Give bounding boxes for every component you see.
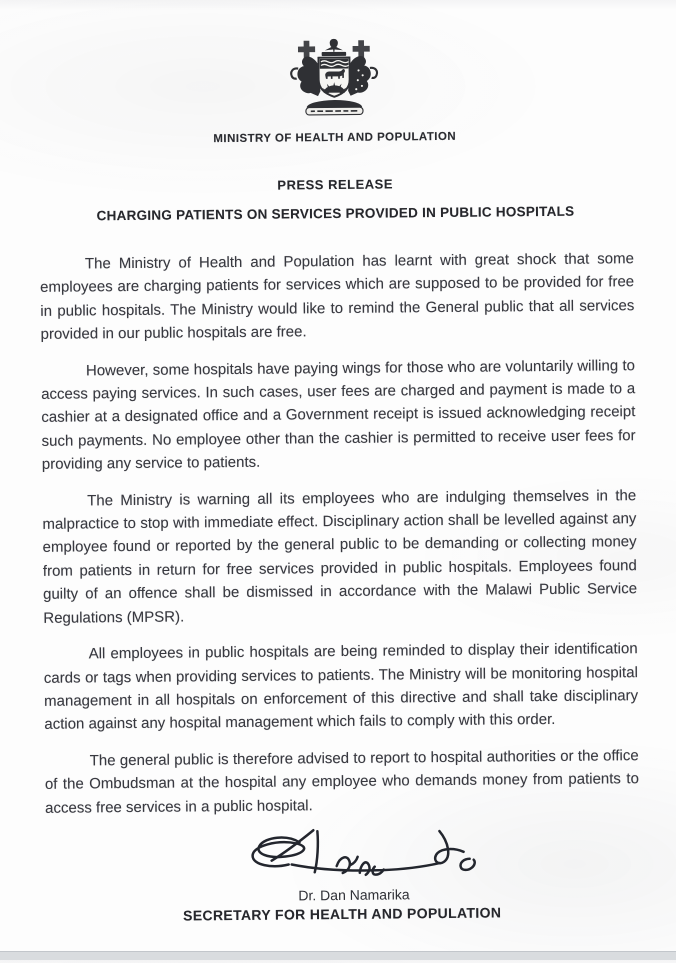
signatory-title: SECRETARY FOR HEALTH AND POPULATION	[183, 904, 502, 924]
paragraph-1: The Ministry of Health and Population has learnt with great shock that some employees are charging patients for services which are supposed to be provided for free in public hospitals. The Ministry would like to remind the General public that all services provided in our public hospitals are free.	[40, 250, 635, 344]
document-title: CHARGING PATIENTS ON SERVICES PROVIDED IN PUBLIC HOSPITALS	[96, 203, 575, 224]
document-body	[0, 247, 676, 820]
paragraph-2: However, some hospitals have paying wings for those who are voluntarily willing to access paying services. In such cases, user fees are charged and payment is made to a cashier at a designated office and a Government receipt is issued acknowledging receipt such payments. No employee other than the cashier is permitted to receive user fees for providing any service to patients.	[41, 356, 636, 474]
paragraph-3: The Ministry is warning all its employees who are indulging themselves in the malpractice to stop with immediate effect. Disciplinary action shall be levelled against any employee found or reported by the general public to be demanding or collecting money from patients in return for free services provided in public hospitals. Employees found guilty of an offence shall be dismissed in accordance with the Malawi Public Service Regulations (MPSR).	[42, 486, 638, 627]
photo-bottom-edge	[0, 951, 676, 960]
signature-block	[3, 827, 676, 925]
malawi-coat-of-arms-icon	[281, 34, 388, 123]
masthead	[0, 0, 673, 147]
handwritten-signature	[233, 825, 486, 891]
ministry-name: MINISTRY OF HEALTH AND POPULATION	[213, 130, 457, 146]
press-release-label: PRESS RELEASE	[277, 176, 394, 193]
signatory-name: Dr. Dan Namarika	[298, 886, 410, 904]
paragraph-4: All employees in public hospitals are being reminded to display their identification cards or tags when providing services to patients. The Ministry will be monitoring hospital management in all hospitals on enforcement of this directive and shall take disciplinary action against any hospital management which fails to comply with this order.	[43, 640, 639, 734]
paragraph-5: The general public is therefore advised to report to hospital authorities or the office of the Ombudsman at the hospital any employee who demands money from patients to access free services in a public hospital.	[44, 746, 639, 817]
